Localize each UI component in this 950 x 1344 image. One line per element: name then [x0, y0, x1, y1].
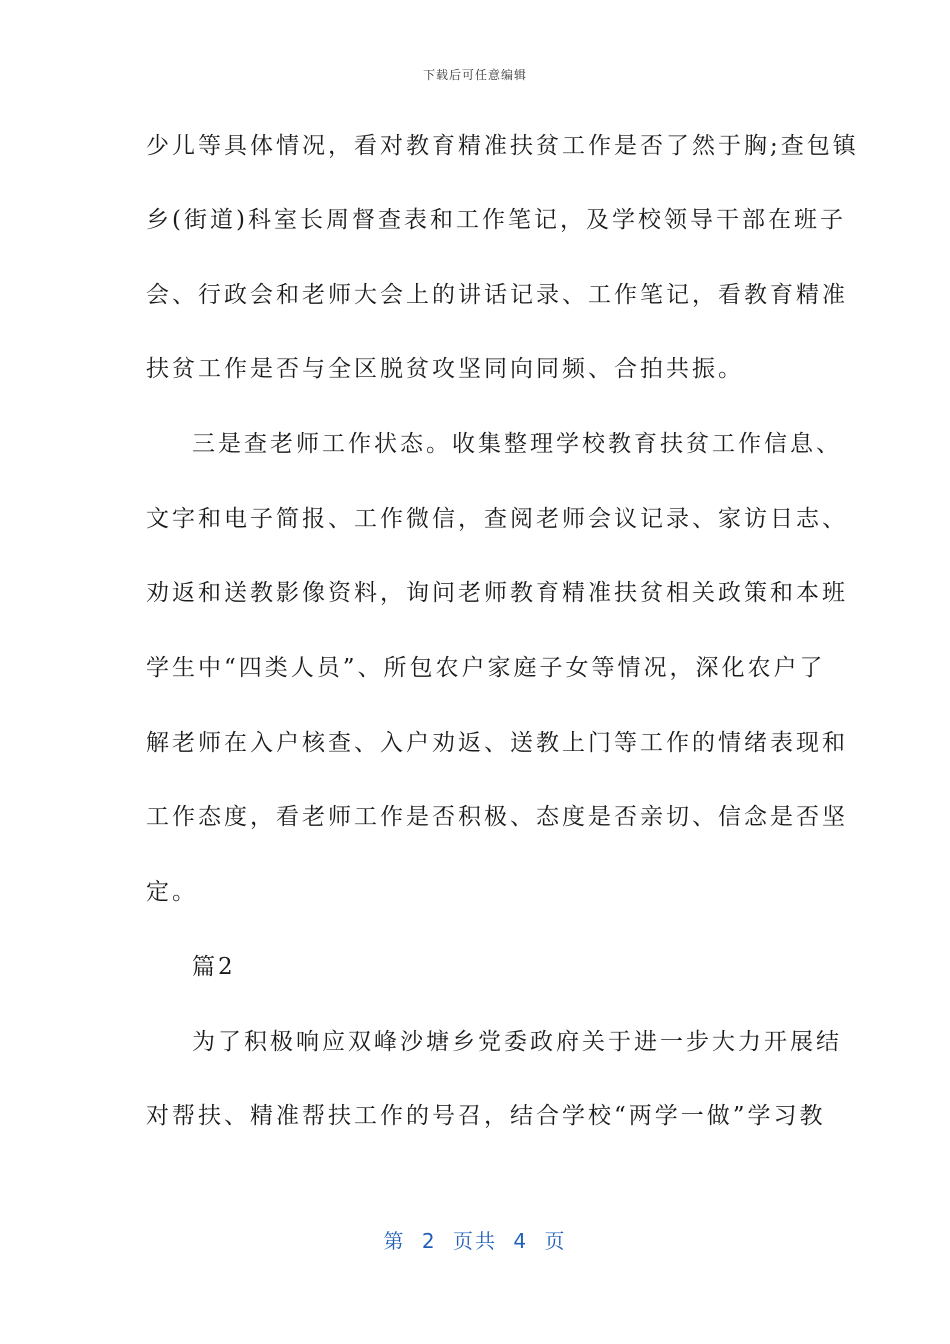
section-heading: 篇2 — [192, 954, 236, 980]
footer-middle: 页共 — [453, 1229, 497, 1253]
footer-page-number: 2 — [421, 1229, 437, 1253]
body-line: 文字和电子简报、工作微信，查阅老师会议记录、家访日志、 — [146, 506, 848, 532]
body-line: 劝返和送教影像资料，询问老师教育精准扶贫相关政策和本班 — [146, 580, 848, 606]
body-line: 少儿等具体情况，看对教育精准扶贫工作是否了然于胸;查包镇 — [146, 133, 859, 159]
footer-suffix: 页 — [544, 1229, 567, 1253]
body-line: 定。 — [146, 879, 198, 905]
footer-total-pages: 4 — [513, 1229, 529, 1253]
body-line: 解老师在入户核查、入户劝返、送教上门等工作的情绪表现和 — [146, 730, 848, 756]
body-line: 扶贫工作是否与全区脱贫攻坚同向同频、合拍共振。 — [146, 356, 744, 382]
body-line: 三是查老师工作状态。收集整理学校教育扶贫工作信息、 — [192, 431, 842, 457]
body-line: 对帮扶、精准帮扶工作的号召，结合学校“两学一做”学习教 — [146, 1103, 826, 1129]
body-line: 为了积极响应双峰沙塘乡党委政府关于进一步大力开展结 — [192, 1029, 842, 1055]
body-line: 乡(街道)科室长周督查表和工作笔记，及学校领导干部在班子 — [146, 207, 846, 233]
header-note: 下载后可任意编辑 — [422, 68, 527, 82]
footer-prefix: 第 — [383, 1229, 406, 1253]
body-line: 会、行政会和老师大会上的讲话记录、工作笔记，看教育精准 — [146, 282, 848, 308]
page-footer — [0, 1225, 950, 1254]
body-line: 工作态度，看老师工作是否积极、态度是否亲切、信念是否坚 — [146, 804, 848, 830]
body-line: 学生中“四类人员”、所包农户家庭子女等情况，深化农户了 — [146, 655, 826, 681]
